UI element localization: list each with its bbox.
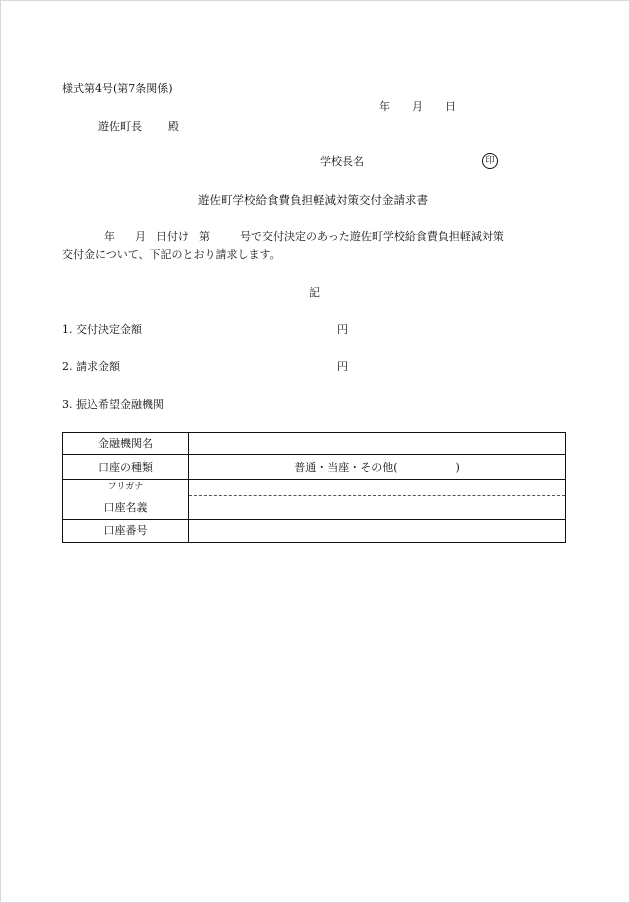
date-day: 日 (445, 100, 456, 113)
furigana-label: フリガナ (107, 482, 144, 492)
account-name-label-cell (63, 480, 189, 519)
body-month: 月 (135, 230, 146, 243)
date-month: 月 (412, 100, 423, 113)
account-number-label: 口座番号 (63, 520, 189, 542)
addressee (98, 120, 179, 134)
date-line (379, 100, 456, 114)
account-number-field[interactable] (189, 520, 565, 542)
applicant-label: 学校長名 (320, 155, 364, 168)
bank-table-row-institution (63, 433, 565, 455)
furigana-divider (189, 495, 565, 496)
body-dai: 第 (199, 230, 210, 243)
item-3-label: 3. 振込希望金融機関 (62, 398, 164, 411)
addressee-honorific: 殿 (168, 120, 179, 133)
account-name-label: 口座名義 (103, 501, 148, 514)
account-type-field[interactable] (189, 455, 565, 479)
account-name-field[interactable] (189, 480, 565, 519)
date-year: 年 (379, 100, 390, 113)
bank-table-row-account-number (63, 520, 565, 542)
form-number: 様式第4号(第7条関係) (62, 82, 173, 95)
ki-heading: 記 (309, 286, 320, 299)
account-type-label: 口座の種類 (63, 455, 189, 479)
item-2-unit: 円 (337, 360, 348, 373)
bank-table-row-account-type (63, 455, 565, 480)
body-day: 日付け (156, 230, 189, 243)
account-type-options: 普通・当座・その他( (294, 461, 398, 474)
seal-mark: 印 (482, 153, 498, 169)
body-text-line-1 (62, 230, 504, 244)
body-rest: 号で交付決定のあった遊佐町学校給食費負担軽減対策 (240, 230, 504, 243)
bank-table-row-account-name (63, 480, 565, 520)
account-type-close: ) (455, 461, 460, 474)
body-year: 年 (104, 230, 115, 243)
institution-label: 金融機関名 (63, 433, 189, 454)
bank-table (62, 432, 566, 543)
addressee-name: 遊佐町長 (98, 120, 142, 133)
body-text-line-2: 交付金について、下記のとおり請求します。 (62, 248, 281, 261)
item-1-unit: 円 (337, 323, 348, 336)
document-title: 遊佐町学校給食費負担軽減対策交付金請求書 (198, 193, 428, 207)
item-2-label: 2. 請求金額 (62, 360, 120, 373)
item-1-label: 1. 交付決定金額 (62, 323, 142, 336)
institution-field[interactable] (189, 433, 565, 454)
